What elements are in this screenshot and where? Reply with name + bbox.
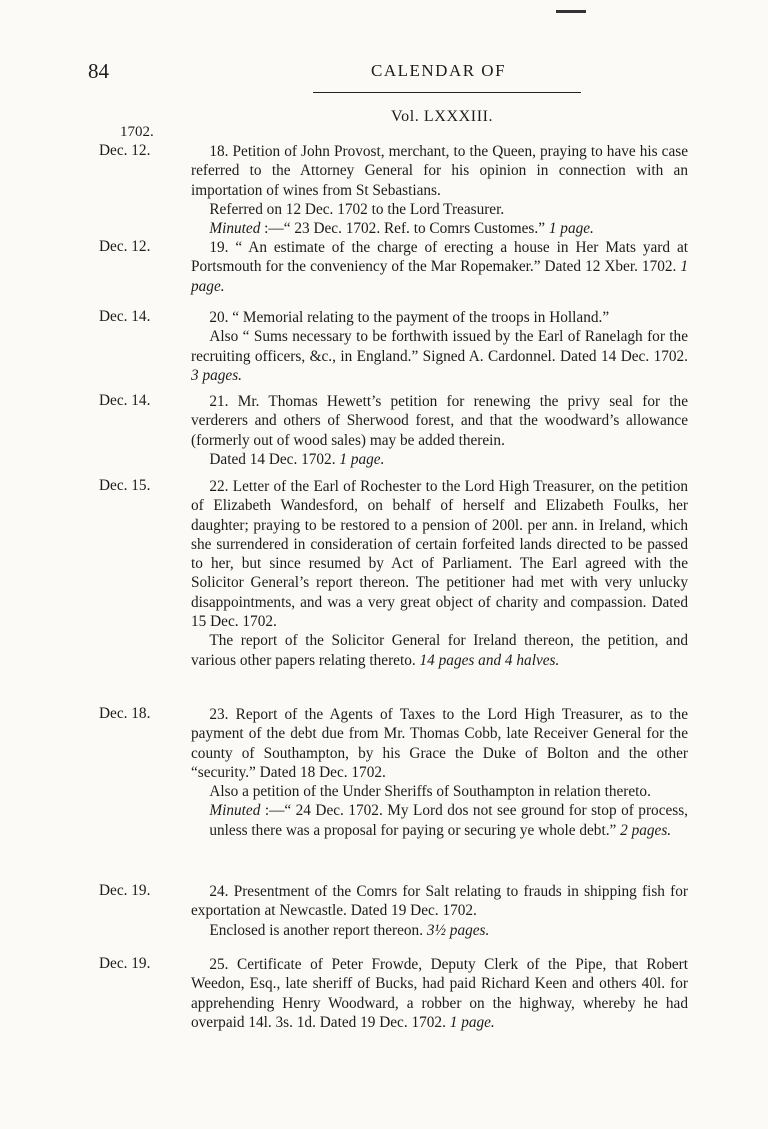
volume-heading: Vol. LXXXIII. — [391, 108, 494, 125]
entry-text: 24. Presentment of the Comrs for Salt relating to frauds in shipping fish for exportation at Newcastle. Dated 19 Dec. 1702. — [191, 883, 688, 920]
page-count: 3 pages. — [191, 366, 242, 384]
page-number: 84 — [88, 59, 109, 83]
printer-mark — [556, 10, 586, 13]
entry-date: Dec. 15. — [99, 477, 151, 494]
entry-text: :—“ 24 Dec. 1702. My Lord dos not see ground for stop of process, unless there was a proposal for paying or securing ye whole debt.” — [209, 802, 688, 839]
page-count: 1 page. — [548, 220, 594, 238]
calendar-entry — [191, 392, 688, 469]
entry-text: 19. “ An estimate of the charge of erecting a house in Her Mats yard at Portsmouth for the conveniency of the Mar Ropemaker.” Dated 12 Xber. 1702. — [191, 239, 688, 276]
entry-date: Dec. 19. — [99, 955, 151, 972]
year-label: 1702. — [120, 124, 154, 140]
entry-paragraph — [191, 392, 688, 450]
entry-paragraph — [191, 631, 688, 670]
entry-paragraph — [191, 238, 688, 296]
entry-paragraph — [191, 327, 688, 385]
entry-text: Dated 14 Dec. 1702. — [209, 450, 340, 468]
page-count: 1 page. — [449, 1013, 495, 1031]
entry-text: Also a petition of the Under Sheriffs of Southampton in relation thereto. — [209, 783, 651, 801]
calendar-entry — [191, 882, 688, 940]
entry-paragraph — [191, 219, 688, 238]
calendar-entry — [191, 477, 688, 670]
calendar-entry — [191, 955, 688, 1032]
entry-text: Referred on 12 Dec. 1702 to the Lord Treasurer. — [209, 200, 505, 218]
entry-text: 22. Letter of the Earl of Rochester to the Lord High Treasurer, on the petition of Elizabeth Wandesford, on behalf of herself and Elizabeth Foulks, her daughter; praying to be restored to a pension of 200l. per ann. in Ireland, which she surrendered in consideration of certain forfeited lands directed to be passed to her, but since resumed by Act of Parliament. The Earl agreed with the Solicitor General’s report thereon. The petitioner had met with very unlucky disappointments, and was a very great object of charity and compassion. Dated 15 Dec. 1702. — [191, 478, 688, 631]
entry-text: :—“ 23 Dec. 1702. Ref. to Comrs Customes.” — [260, 220, 549, 238]
entry-text: 25. Certificate of Peter Frowde, Deputy Clerk of the Pipe, that Robert Weedon, Esq., late sheriff of Bucks, had paid Richard Keen and others 40l. for apprehending Henry Woodward, a robber on the highway, whereby he had overpaid 14l. 3s. 1d. Dated 19 Dec. 1702. — [191, 956, 688, 1031]
entry-paragraph — [191, 308, 688, 327]
calendar-entry — [191, 142, 688, 238]
calendar-entry — [191, 238, 688, 296]
entry-text: Enclosed is another report thereon. — [209, 921, 427, 939]
page-count: 1 page. — [339, 450, 385, 468]
entry-text: Also “ Sums necessary to be forthwith issued by the Earl of Ranelagh for the recruiting officers, &c., in England.” Signed A. Cardonnel. Dated 14 Dec. 1702. — [191, 328, 688, 365]
minuted-label: Minuted — [209, 220, 261, 238]
entry-date: Dec. 18. — [99, 705, 151, 722]
page-count: 3½ pages. — [426, 921, 490, 939]
page-count: 1 page. — [191, 258, 688, 295]
entry-text: 23. Report of the Agents of Taxes to the Lord High Treasurer, as to the payment of the debt due from Mr. Thomas Cobb, late Receiver General for the county of Southampton, by his Grace the Duke of Bolton and the other “security.” Dated 18 Dec. 1702. — [191, 706, 688, 781]
entry-paragraph — [191, 955, 688, 1032]
entry-date: Dec. 12. — [99, 238, 151, 255]
entry-paragraph — [191, 142, 688, 200]
page-count: 14 pages and 4 halves. — [419, 651, 560, 669]
entry-text: 20. “ Memorial relating to the payment of the troops in Holland.” — [209, 309, 610, 326]
entry-text: 18. Petition of John Provost, merchant, to the Queen, praying to have his case referred to the Attorney General for his opinion in connection with an importation of wines from St Sebastians. — [191, 143, 688, 199]
entry-paragraph — [191, 705, 688, 782]
calendar-entry — [191, 308, 688, 385]
entry-paragraph — [191, 801, 688, 840]
page-count: 2 pages. — [620, 821, 672, 839]
entry-text: 21. Mr. Thomas Hewett’s petition for renewing the privy seal for the verderers and others of Sherwood forest, and that the woodward’s allowance (formerly out of wood sales) may be added therein. — [191, 393, 688, 449]
entry-paragraph — [191, 882, 688, 921]
entry-paragraph — [191, 450, 688, 469]
entry-date: Dec. 14. — [99, 392, 151, 409]
entry-text: The report of the Solicitor General for Ireland thereon, the petition, and various other papers relating thereto. — [191, 632, 688, 669]
entry-paragraph — [191, 477, 688, 631]
running-title: CALENDAR OF — [371, 61, 507, 80]
entry-paragraph — [191, 921, 688, 940]
entry-date: Dec. 12. — [99, 142, 151, 159]
calendar-entry — [191, 705, 688, 840]
header-rule — [313, 92, 581, 93]
entry-paragraph — [191, 782, 688, 801]
entry-date: Dec. 19. — [99, 882, 151, 899]
entry-date: Dec. 14. — [99, 308, 151, 325]
entry-paragraph — [191, 200, 688, 219]
minuted-label: Minuted — [209, 802, 261, 820]
